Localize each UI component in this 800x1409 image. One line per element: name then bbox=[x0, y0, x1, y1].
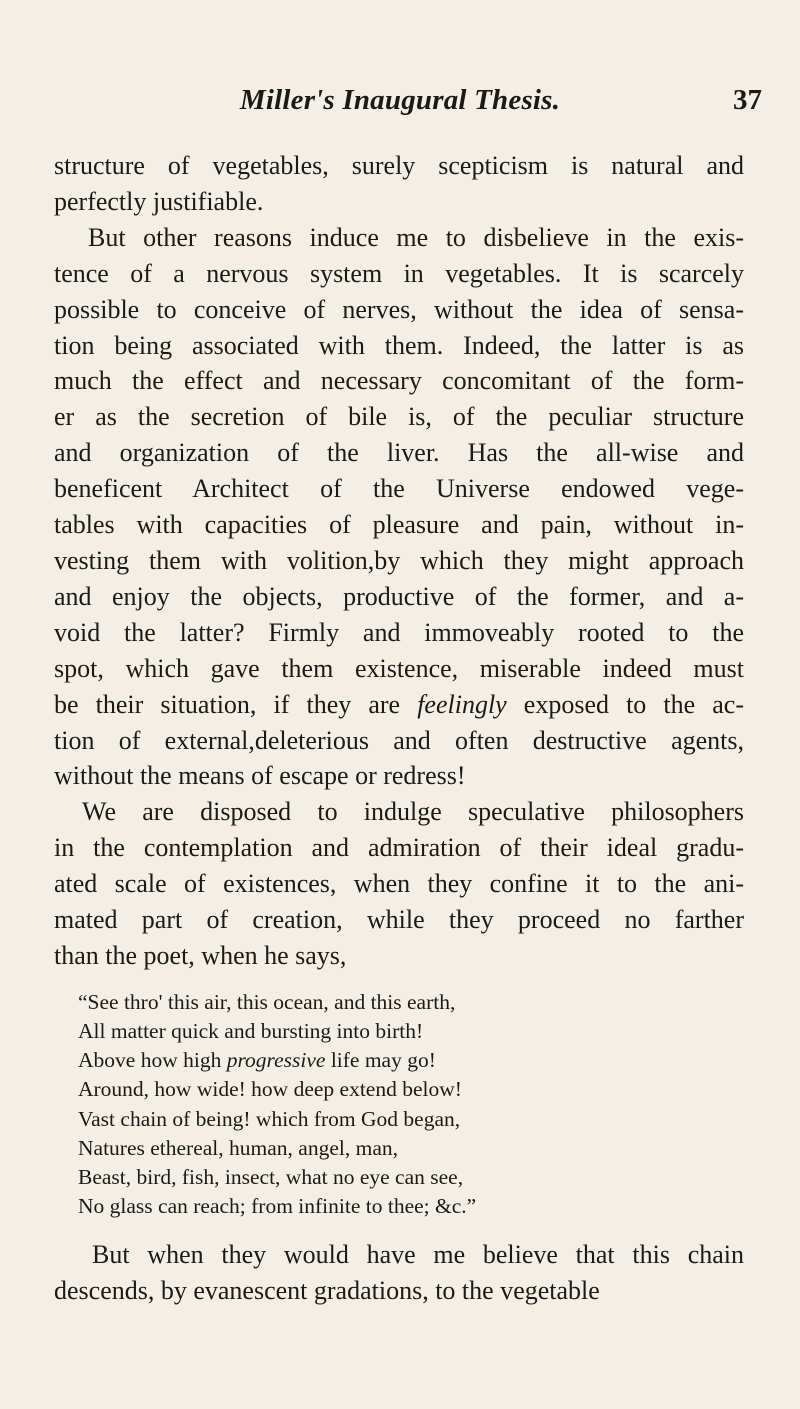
page-body bbox=[54, 148, 744, 1309]
verse-line: All matter quick and bursting into birth! bbox=[78, 1019, 424, 1044]
text-line: But other reasons induce me to disbelieve in the exis- bbox=[88, 222, 744, 252]
text-line: tence of a nervous system in vegetables. It is scarcely bbox=[54, 258, 744, 288]
text-line: er as the secretion of bile is, of the peculiar structure bbox=[54, 402, 744, 432]
text-line: We are disposed to indulge speculative philosophers bbox=[82, 797, 744, 827]
text-line: tables with capacities of pleasure and pain, without in- bbox=[54, 510, 744, 540]
verse-line: Vast chain of being! which from God began, bbox=[78, 1106, 461, 1131]
verse-line: Around, how wide! how deep extend below! bbox=[78, 1077, 462, 1102]
text-line: descends, by evanescent gradations, to the vegetable bbox=[54, 1276, 600, 1306]
text-line: and organization of the liver. Has the all-wise and bbox=[54, 438, 744, 468]
text-line: possible to conceive of nerves, without the idea of sensa- bbox=[54, 294, 744, 324]
text-line: much the effect and necessary concomitant of the form- bbox=[54, 366, 744, 396]
text-line: structure of vegetables, surely scepticism is natural and bbox=[54, 151, 744, 180]
paragraph-closing bbox=[54, 1237, 744, 1309]
text-line: tion being associated with them. Indeed, the latter is as bbox=[54, 330, 744, 360]
verse-line: Natures ethereal, human, angel, man, bbox=[78, 1135, 398, 1160]
text-line: in the contemplation and admiration of their ideal gradu- bbox=[54, 833, 744, 863]
paragraph-nervous-system bbox=[54, 220, 744, 795]
text-line: without the means of escape or redress! bbox=[54, 761, 466, 791]
verse-line: “See thro' this air, this ocean, and this earth, bbox=[78, 989, 456, 1014]
text-line: and enjoy the objects, productive of the former, and a- bbox=[54, 581, 744, 611]
text-line: spot, which gave them existence, miserable indeed must bbox=[54, 653, 744, 683]
verse-line: No glass can reach; from infinite to thee; &c.” bbox=[78, 1194, 477, 1219]
text-line: ated scale of existences, when they confine it to the ani- bbox=[54, 869, 744, 899]
paragraph-philosophers bbox=[54, 794, 744, 974]
text-line: void the latter? Firmly and immoveably rooted to the bbox=[54, 617, 744, 647]
page-header bbox=[0, 84, 800, 124]
verse-line: Beast, bird, fish, insect, what no eye can see, bbox=[78, 1165, 464, 1190]
paragraph-continuation bbox=[54, 148, 744, 220]
verse-quotation bbox=[78, 988, 744, 1222]
text-line: But when they would have me believe that this chain bbox=[92, 1240, 744, 1270]
text-line: perfectly justifiable. bbox=[54, 186, 264, 216]
text-line: be their situation, if they are feelingly exposed to the ac- bbox=[54, 689, 744, 719]
text-line: tion of external,deleterious and often destructive agents, bbox=[54, 725, 744, 755]
text-line: than the poet, when he says, bbox=[54, 940, 347, 970]
verse-line: Above how high progressive life may go! bbox=[78, 1048, 436, 1073]
text-line: beneficent Architect of the Universe endowed vege- bbox=[54, 474, 744, 504]
running-head: Miller's Inaugural Thesis. bbox=[239, 84, 561, 116]
text-line: mated part of creation, while they proceed no farther bbox=[54, 905, 744, 935]
text-line: vesting them with volition,by which they might approach bbox=[54, 545, 744, 575]
page-number: 37 bbox=[733, 84, 762, 116]
